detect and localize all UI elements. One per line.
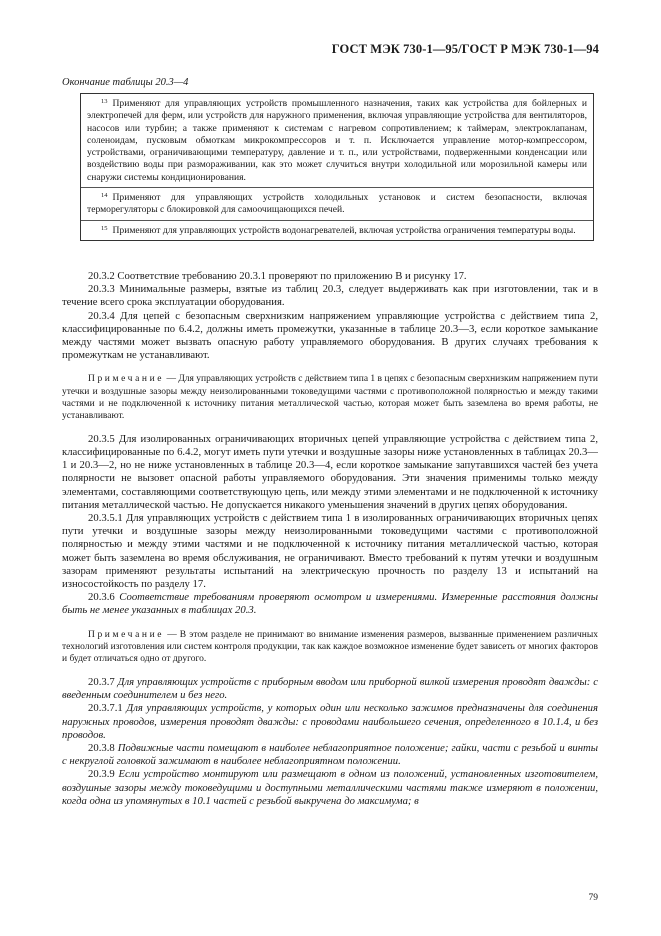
table-caption: Окончание таблицы 20.3—4 [62, 77, 189, 88]
footnote-number: 15 [101, 224, 108, 232]
note-2 [62, 629, 598, 665]
document-body [62, 270, 598, 808]
table-footnotes [80, 93, 594, 241]
paragraph-text: Соответствие требованиям проверяют осмотром и измерениями. Измеренные расстояния должны быть не менее указанных в таблицах 20.3. [62, 591, 598, 617]
paragraph-text: Подвижные части помещают в наиболее неблагоприятное положение; гайки, части с резьбой и винты с некруглой головкой зажимают в наиболее неблагоприятном положении. [62, 741, 598, 768]
note-text: — Для управляющих устройств с действием типа 1 в цепях с безопасным сверхнизким напряжением пути утечки и воздушные зазоры между неизолированными токоведущими частями с противоположной полярностью и между такими частями и не подключенной к источнику питания металлической частью, которая может быть заземлена во время работы, не устанавливают. [62, 374, 598, 421]
paragraph-number: 20.3.8 [88, 741, 115, 754]
footnote-text: Применяют для управляющих устройств холодильных установок и систем безопасности, включая терморегуляторы с блокировкой для самоочищающихся печей. [87, 192, 587, 216]
paragraph-20-3-8 [62, 742, 598, 768]
footnote-13 [81, 94, 593, 187]
footnote-number: 14 [101, 192, 108, 200]
paragraph-number: 20.3.6 [88, 591, 115, 604]
paragraph-text: Для управляющих устройств с приборным вводом или приборной вилкой измерения проводят дважды: с введенным соединителем и без него. [62, 675, 598, 702]
paragraph-20-3-4: 20.3.4 Для цепей с безопасным сверхнизким напряжением управляющие устройства с действием типа 2, классифицированные по 6.4.2, должны иметь промежутки, указанные в таблице 20.3—3, если короткое замыкание между частями может вызвать опасную работу управляемого оборудования. В других случаях требования к промежуткам не устанавливают. [62, 309, 598, 362]
footnote-text: Применяют для управляющих устройств промышленного назначения, таких как устройства для бойлерных и электропечей для ферм, или устройств для наружного применения, включая управляющие устройства для вентиляторов, насосов или турбин; а также применяют к системам с нагревом сопротивлением; к таймерам, электроклапанам, соленоидам, пусковым обмоткам микрокомпрессоров и т. п. Исключается управление мотор-компрессором, устройствами, ограничивающими температуру, давление и т. п., или устройствами, подверженными конденсации или воздействию воды при размораживании, как это может случиться внутри холодильной или морозильной камеры или снаружи системы кондиционирования. [87, 98, 587, 183]
page-number: 79 [588, 893, 598, 903]
paragraph-text: Если устройство монтируют или размещают в одном из положений, установленных изготовителем, воздушные зазоры между токоведущими и доступными металлическими частями также измеряют в положении, когда одна из упомянутых в 10.1 частей с резьбой выкручена до максимума; в [62, 768, 598, 807]
paragraph-20-3-3: 20.3.3 Минимальные размеры, взятые из таблиц 20.3, следует выдерживать как при изготовлении, так и в течение всего срока эксплуатации оборудования. [62, 283, 598, 309]
paragraph-20-3-6 [62, 591, 598, 617]
paragraph-20-3-7 [62, 676, 598, 702]
note-label: Примечание [88, 374, 165, 385]
note-label: Примечание [88, 629, 165, 640]
paragraph-20-3-9 [62, 768, 598, 808]
note-1 [62, 373, 598, 421]
footnote-number: 13 [101, 98, 108, 105]
footnote-14 [81, 187, 593, 220]
footnote-15 [81, 220, 593, 240]
paragraph-number: 20.3.7 [88, 675, 115, 688]
footnote-text: Применяют для управляющих устройств водонагревателей, включая устройства ограничения температуры воды. [112, 224, 576, 236]
paragraph-number: 20.3.7.1 [88, 702, 123, 715]
paragraph-number: 20.3.9 [88, 768, 115, 781]
paragraph-20-3-7-1 [62, 702, 598, 742]
note-text: — В этом разделе не принимают во внимание изменения размеров, вызванные применением различных технологий изготовления или систем контроля продукции, так как каждое возможное изменение будет зависеть от многих факторов и будет отличаться одно от другого. [62, 629, 598, 664]
paragraph-20-3-2: 20.3.2 Соответствие требованию 20.3.1 проверяют по приложению В и рисунку 17. [88, 270, 467, 282]
page-header: ГОСТ МЭК 730-1—95/ГОСТ Р МЭК 730-1—94 [331, 42, 599, 56]
paragraph-20-3-5-1: 20.3.5.1 Для управляющих устройств с действием типа 1 в изолированных ограничивающих вторичных цепях пути утечки и воздушные зазоры между неизолированными токоведущими частями с противоположной полярностью и между этими частями и не подключенной к источнику питания металлической частью, которая может быть заземлена во время обслуживания, не ограничивают. Вместо требований к путям утечки и воздушным зазорам применяют результаты испытаний на электрическую прочность по разделу 13 и испытаний на износостойкость по разделу 17. [62, 512, 598, 591]
paragraph-20-3-5: 20.3.5 Для изолированных ограничивающих вторичных цепей управляющие устройства с действием типа 2, классифицированные по 6.4.2, могут иметь пути утечки и воздушные зазоры ниже установленных в таблицах 20.3—1 и 20.3—2, но не ниже установленных в таблице 20.3—4, если короткое замыкание запутавшихся частей без учета полярности не вызовет опасной работы управляемого оборудования. Эти значения применимы только между элементами, составляющими соответствующую цепь, или между этими элементами и не подключенной к источнику питания металлической частью. Не допускается никакого уменьшения значений в других цепях оборудования. [62, 432, 598, 511]
paragraph-text: Для управляющих устройств, у которых один или несколько зажимов предназначены для соединения наружных проводов, измерения проводят дважды: с проводами наибольшего сечения, определенного в 10.1.4, и без проводов. [62, 702, 598, 741]
